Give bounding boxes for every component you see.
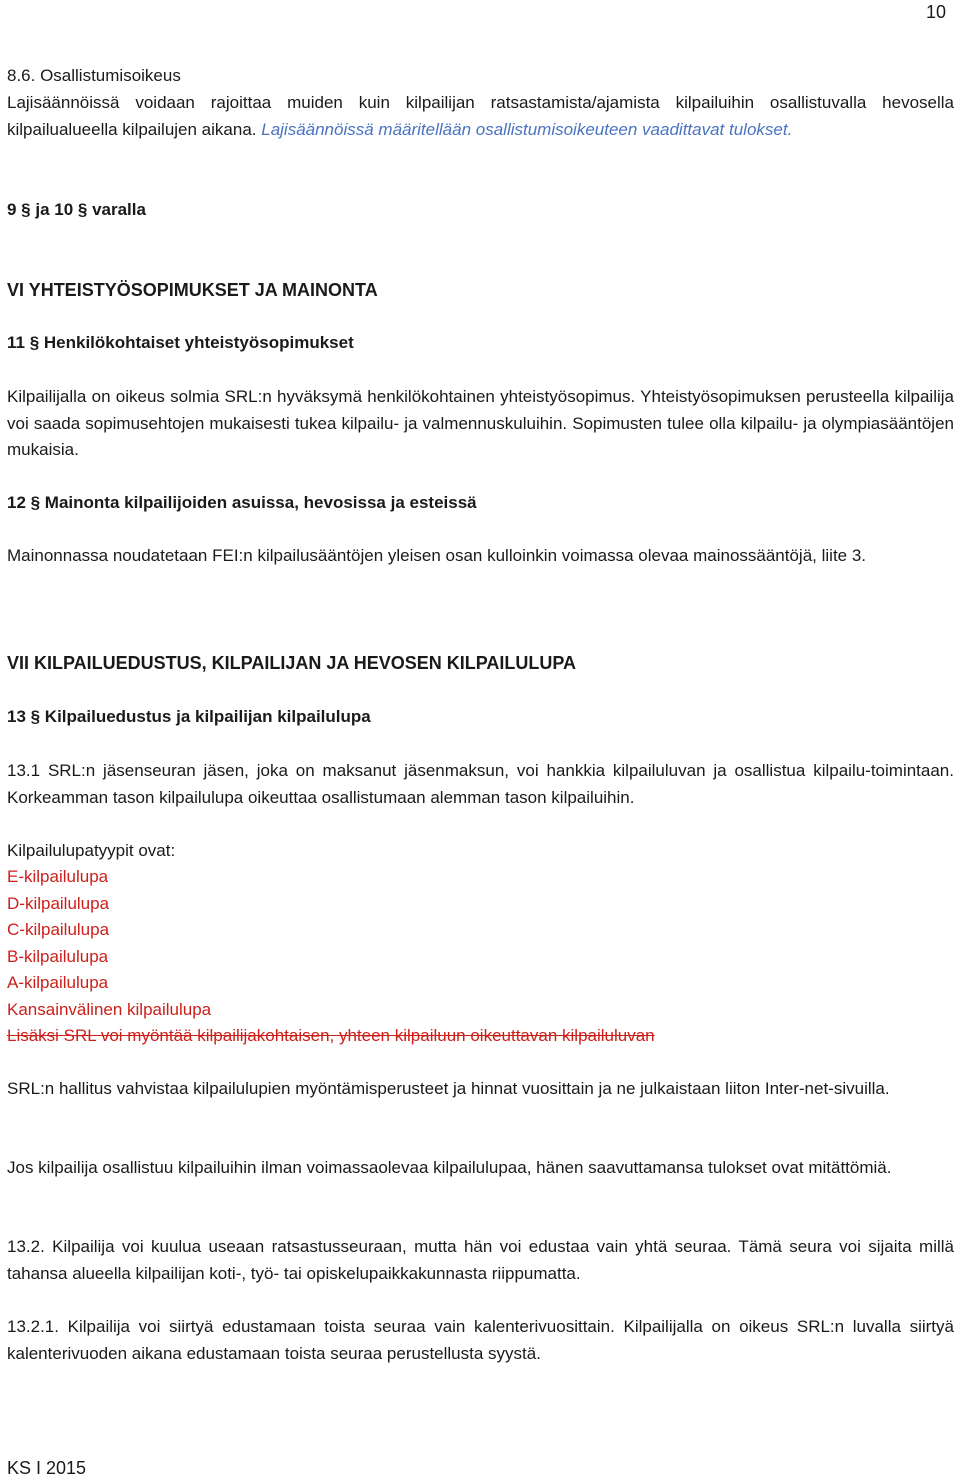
void-results-text: Jos kilpailija osallistuu kilpailuihin ilman voimassaolevaa kilpailulupaa, hänen saavuttamansa tulokset ovat mitättömiä. (7, 1158, 892, 1177)
section-8-6-text (7, 90, 954, 143)
reserved-sections: 9 § ja 10 § varalla (7, 200, 146, 219)
section-13-2-1-text: 13.2.1. Kilpailija voi siirtyä edustamaan toista seuraa vain kalenterivuosittain. Kilpailijalla on oikeus SRL:n luvalla siirtyä kalenterivuoden aikana edustamaan toista seuraa perustellusta syystä. (7, 1317, 954, 1363)
page-footer: KS I 2015 (7, 1458, 87, 1478)
chapter-7-title: VII KILPAILUEDUSTUS, KILPAILIJAN JA HEVOSEN KILPAILULUPA (7, 653, 577, 673)
list-item: D-kilpailulupa (7, 893, 110, 913)
section-8-6-added-text: Lajisäännöissä määritellään osallistumisoikeuteen vaadittavat tulokset. (261, 119, 793, 139)
section-13-2-text: 13.2. Kilpailija voi kuulua useaan ratsastusseuraan, mutta hän voi edustaa vain yhtä seuraa. Tämä seura voi sijaita millä tahansa alueella kilpailijan koti-, työ- tai opiskelupaikkakunnasta riippumatta. (7, 1237, 954, 1283)
section-13-title: 13 § Kilpailuedustus ja kilpailijan kilpailulupa (7, 707, 371, 726)
section-8-6-original-text: Lajisäännöissä voidaan rajoittaa muiden kuin kilpailijan ratsastamista/ajamista kilpailuihin osallistuvalla hevosella kilpailualueella kilpailujen aikana. (7, 93, 954, 139)
section-11-text: Kilpailijalla on oikeus solmia SRL:n hyväksymä henkilökohtainen yhteistyösopimus. Yhteistyösopimuksen perusteella kilpailija voi saada sopimusehtojen mukaisesti tukea kilpailu- ja valmennuskuluihin. Sopimusten tulee olla kilpailu- ja olympiasääntöjen mukaisia. (7, 387, 954, 459)
section-12-text: Mainonnassa noudatetaan FEI:n kilpailusääntöjen yleisen osan kulloinkin voimassa olevaa mainossääntöjä, liite 3. (7, 546, 867, 565)
license-types-label: Kilpailulupatyypit ovat: (7, 841, 176, 860)
section-11-title: 11 § Henkilökohtaiset yhteistyösopimukset (7, 333, 354, 352)
list-item: E-kilpailulupa (7, 867, 109, 886)
chapter-6-title: VI YHTEISTYÖSOPIMUKSET JA MAINONTA (7, 280, 378, 300)
list-item: Kansainvälinen kilpailulupa (7, 999, 212, 1019)
page-number: 10 (925, 2, 946, 22)
section-13-1-text: 13.1 SRL:n jäsenseuran jäsen, joka on maksanut jäsenmaksun, voi hankkia kilpailuluvan ja osallistua kilpailu-toimintaan. Korkeamman tason kilpailulupa oikeuttaa osallistumaan alemman tason kilpailuihin. (7, 761, 954, 807)
document-page (7, 0, 954, 1480)
license-types-list (7, 864, 954, 1023)
struck-out-text: Lisäksi SRL voi myöntää kilpailijakohtaisen, yhteen kilpailuun oikeuttavan kilpailuluvan (7, 1026, 655, 1045)
list-item: C-kilpailulupa (7, 920, 110, 939)
section-12-title: 12 § Mainonta kilpailijoiden asuissa, hevosissa ja esteissä (7, 493, 477, 512)
board-approval-text: SRL:n hallitus vahvistaa kilpailulupien myöntämisperusteet ja hinnat vuosittain ja ne julkaistaan liiton Inter-net-sivuilla. (7, 1079, 890, 1098)
list-item: A-kilpailulupa (7, 973, 109, 992)
list-item: B-kilpailulupa (7, 946, 109, 966)
section-8-6-heading: 8.6. Osallistumisoikeus (7, 66, 181, 85)
